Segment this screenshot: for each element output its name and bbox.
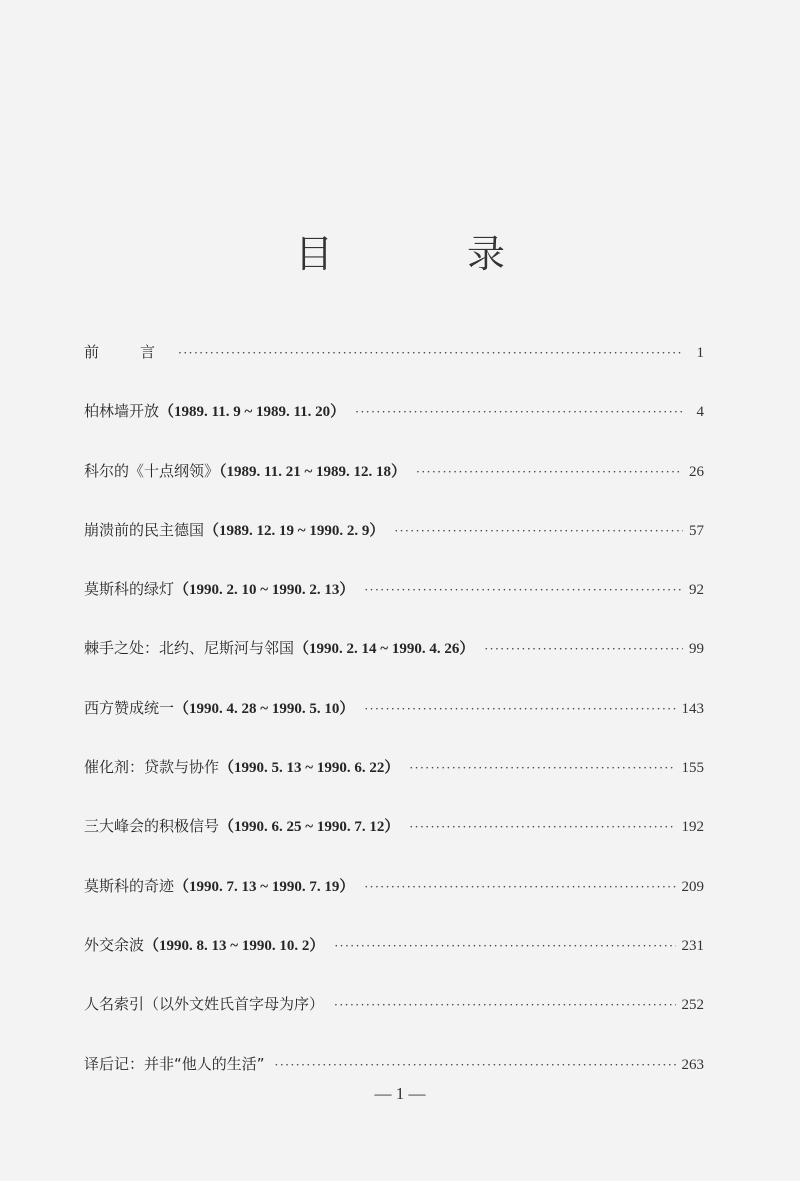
toc-entry-title: 科尔的《十点纲领》 — [84, 461, 220, 480]
toc-entry-label — [84, 745, 399, 790]
toc-leader-dots — [364, 865, 675, 909]
toc-leader-dots — [364, 687, 675, 731]
toc-entry-title: 三大峰会的积极信号 — [84, 817, 220, 836]
toc-entry-page: 57 — [689, 522, 704, 539]
toc-entry-moscow-miracle[interactable] — [84, 864, 704, 923]
toc-entry-three-summits[interactable] — [84, 804, 704, 863]
toc-entry-dates: （1990. 4. 28 ~ 1990. 5. 10） — [174, 700, 355, 717]
toc-leader-dots — [334, 983, 675, 1027]
toc-entry-page: 231 — [681, 937, 704, 954]
toc-entry-label — [84, 686, 354, 731]
toc-leader-dots — [178, 331, 684, 375]
toc-entry-page: 1 — [696, 345, 704, 361]
toc-entry-label — [84, 567, 354, 612]
toc-leader-dots — [275, 1043, 676, 1087]
toc-entry-page: 92 — [689, 582, 704, 599]
toc-entry-dates: （1990. 2. 10 ~ 1990. 2. 13） — [174, 582, 355, 599]
toc-leader-dots — [409, 805, 675, 849]
toc-entry-page: 192 — [681, 819, 704, 836]
toc-entry-title: 外交余波 — [84, 935, 145, 954]
toc-entry-diplomatic-aftermath[interactable] — [84, 923, 704, 982]
page-title: 目 录 — [294, 232, 553, 276]
toc-entry-catalyst[interactable] — [84, 745, 704, 804]
table-of-contents — [84, 330, 704, 1101]
toc-entry-title: 棘手之处：北约、尼斯河与邻国 — [84, 639, 295, 658]
toc-entry-page: 99 — [689, 641, 704, 658]
toc-entry-ten-point-plan[interactable] — [84, 449, 704, 508]
toc-entry-title: 西方赞成统一 — [84, 698, 175, 717]
toc-entry-label: 前 言 — [84, 343, 169, 361]
toc-leader-dots — [484, 627, 683, 671]
page-number-footer: — 1 — — [374, 1084, 426, 1103]
toc-entry-page: 155 — [681, 760, 704, 777]
toc-entry-page: 252 — [681, 997, 704, 1014]
toc-entry-label — [84, 923, 324, 968]
toc-entry-gdr-collapse[interactable] — [84, 508, 704, 567]
toc-entry-page: 263 — [681, 1056, 704, 1073]
toc-leader-dots — [364, 568, 683, 612]
toc-entry-label — [84, 864, 354, 909]
toc-leader-dots — [394, 509, 683, 553]
toc-entry-moscow-green-light[interactable] — [84, 567, 704, 626]
toc-entry-title: 崩溃前的民主德国 — [84, 520, 205, 539]
toc-entry-nato-neisse[interactable] — [84, 626, 704, 685]
toc-entry-title: 催化剂：贷款与协作 — [84, 758, 220, 777]
toc-entry-dates: （1990. 8. 13 ~ 1990. 10. 2） — [144, 937, 325, 954]
toc-entry-dates: （1989. 11. 21 ~ 1989. 12. 18） — [219, 463, 406, 480]
toc-entry-name-index[interactable] — [84, 982, 704, 1041]
toc-entry-label: 译后记：并非“他人的生活” — [84, 1054, 265, 1073]
toc-entry-dates: （1990. 2. 14 ~ 1990. 4. 26） — [294, 641, 475, 658]
toc-entry-dates: （1990. 5. 13 ~ 1990. 6. 22） — [219, 760, 400, 777]
toc-entry-dates: （1989. 12. 19 ~ 1990. 2. 9） — [204, 522, 385, 539]
toc-entry-label — [84, 508, 384, 553]
toc-leader-dots — [355, 390, 684, 434]
toc-entry-title: 柏林墙开放 — [84, 402, 160, 421]
toc-leader-dots — [409, 746, 675, 790]
toc-leader-dots — [416, 450, 683, 494]
toc-entry-page: 4 — [696, 404, 704, 421]
toc-entry-label — [84, 449, 406, 494]
toc-entry-page: 143 — [681, 700, 704, 717]
toc-entry-preface[interactable] — [84, 330, 704, 389]
toc-entry-label — [84, 389, 345, 434]
toc-entry-west-approves[interactable] — [84, 686, 704, 745]
toc-entry-label — [84, 804, 399, 849]
toc-entry-label — [84, 626, 474, 671]
toc-leader-dots — [334, 924, 675, 968]
toc-entry-dates: （1990. 7. 13 ~ 1990. 7. 19） — [174, 878, 355, 895]
toc-entry-page: 26 — [689, 463, 704, 480]
toc-entry-title: 莫斯科的奇迹 — [84, 876, 175, 895]
toc-entry-title: 莫斯科的绿灯 — [84, 580, 175, 599]
toc-entry-berlin-wall[interactable] — [84, 389, 704, 448]
toc-entry-dates: （1990. 6. 25 ~ 1990. 7. 12） — [219, 819, 400, 836]
toc-entry-dates: （1989. 11. 9 ~ 1989. 11. 20） — [159, 404, 346, 421]
toc-entry-label: 人名索引（以外文姓氏首字母为序） — [84, 995, 325, 1014]
toc-entry-page: 209 — [681, 878, 704, 895]
